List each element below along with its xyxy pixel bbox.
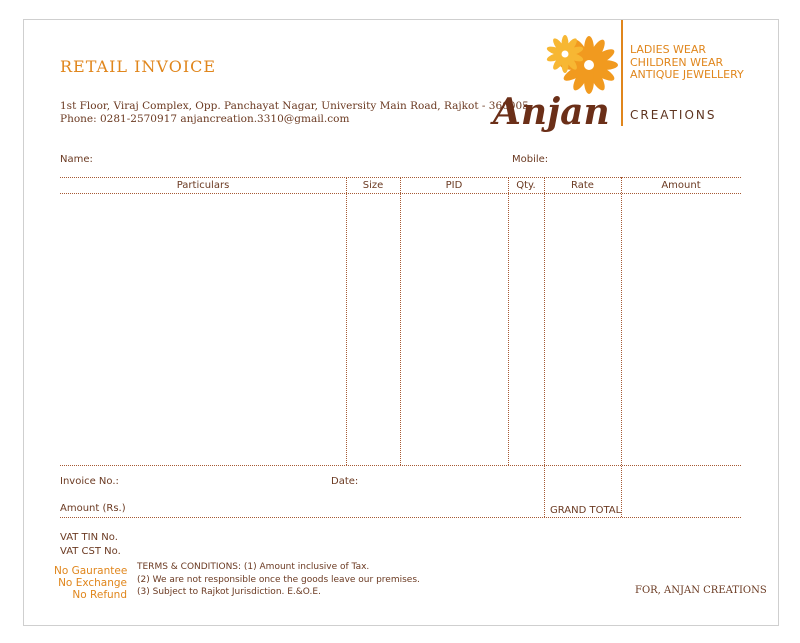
- terms-line: (2) We are not responsible once the goods leave our premises.: [137, 574, 420, 585]
- policy-no-guarantee: No Gaurantee: [54, 565, 128, 577]
- address-line: 1st Floor, Viraj Complex, Opp. Panchayat Nagar, University Main Road, Rajkot - 360005: [60, 100, 529, 112]
- policy-no-exchange: No Exchange: [58, 577, 127, 589]
- brand-divider: [621, 20, 623, 126]
- column-divider: [346, 177, 347, 465]
- terms-line: (3) Subject to Rajkot Jurisdiction. E.&O.E.: [137, 587, 321, 597]
- category-ladies: LADIES WEAR: [630, 43, 707, 56]
- category-jewellery: ANTIQUE JEWELLERY: [630, 68, 744, 81]
- column-header-rate: Rate: [571, 180, 594, 191]
- brand-categories: [630, 44, 744, 82]
- vat-tin-label: VAT TIN No.: [60, 532, 118, 543]
- vat-cst-label: VAT CST No.: [60, 546, 121, 557]
- mobile-label: Mobile:: [512, 154, 549, 165]
- grand-total-label: GRAND TOTAL: [550, 505, 622, 516]
- anjan-logo: [489, 32, 619, 132]
- column-divider: [621, 177, 622, 517]
- column-divider: [508, 177, 509, 465]
- category-children: CHILDREN WEAR: [630, 55, 724, 69]
- invoice-no-label: Invoice No.:: [60, 476, 119, 487]
- column-divider: [400, 177, 401, 465]
- date-label: Date:: [331, 476, 359, 487]
- invoice-sheet: [23, 19, 779, 626]
- column-header-pid: PID: [445, 180, 463, 191]
- terms-line: TERMS & CONDITIONS: (1) Amount inclusive of Tax.: [137, 562, 370, 572]
- policy-block: [54, 565, 127, 601]
- column-header-particulars: Particulars: [176, 180, 230, 191]
- business-address: [60, 100, 529, 126]
- column-header-amount: Amount: [661, 180, 701, 191]
- policy-no-refund: No Refund: [72, 589, 127, 601]
- amount-words-label: Amount (Rs.): [60, 503, 126, 514]
- brand-creations: CREATIONS: [630, 108, 717, 122]
- column-divider: [544, 177, 545, 517]
- terms-block: [137, 561, 420, 599]
- totals-bottom-border: [60, 517, 741, 518]
- column-header-qty: Qty.: [516, 180, 536, 191]
- invoice-title: RETAIL INVOICE: [60, 57, 217, 76]
- contact-line: Phone: 0281-2570917 anjancreation.3310@gmail.com: [60, 113, 350, 125]
- name-label: Name:: [60, 154, 93, 165]
- signature-label: FOR, ANJAN CREATIONS: [635, 585, 767, 596]
- table-bottom-border: [60, 465, 741, 466]
- column-header-size: Size: [362, 180, 384, 191]
- logo-wordmark: Anjan: [493, 91, 610, 132]
